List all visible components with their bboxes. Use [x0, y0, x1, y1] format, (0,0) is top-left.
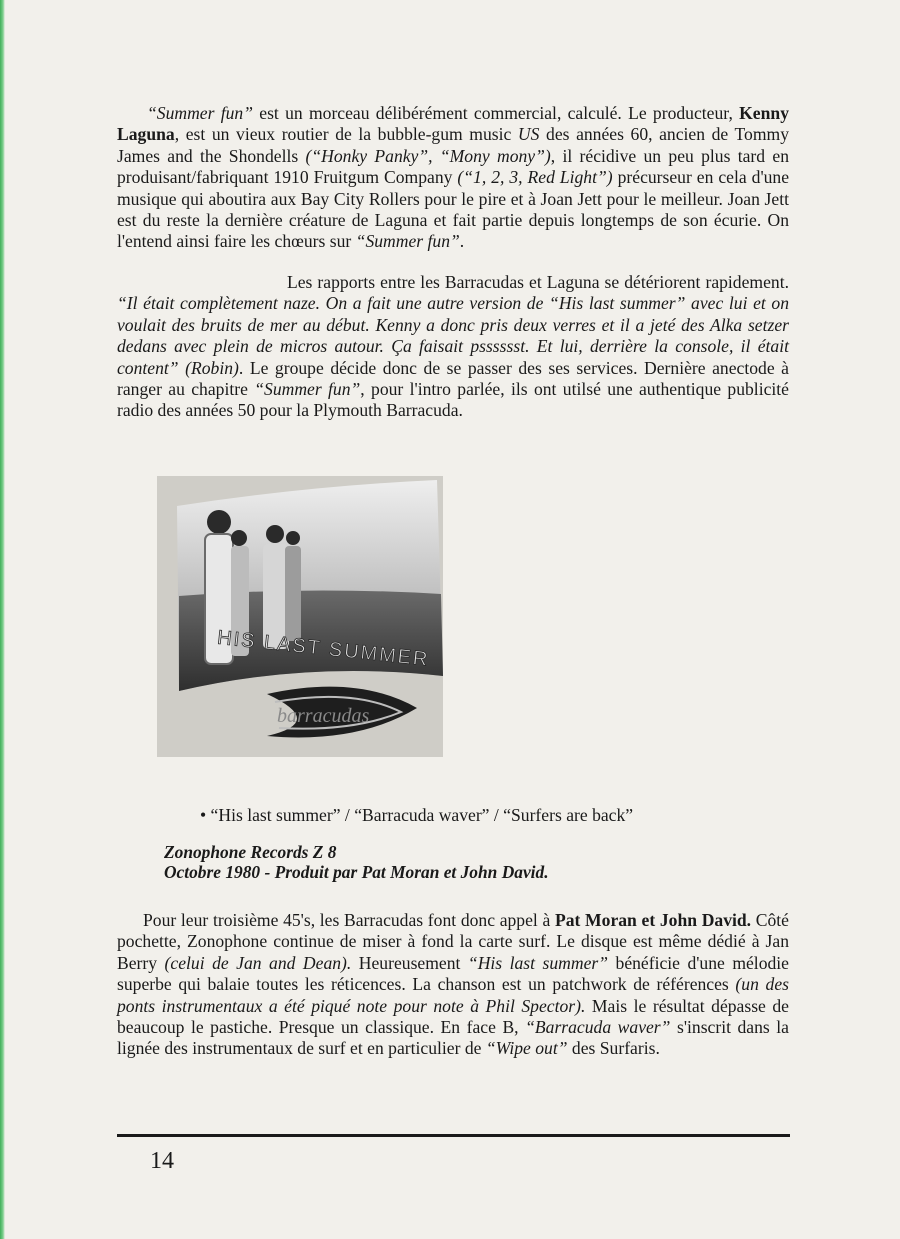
paragraph-3	[117, 910, 789, 1060]
text-fragment: , il récidive un peu plus tard en produisant/fabriquant 1910 Fruitgum Company	[117, 145, 789, 188]
text-fragment: (“Honky Panky”, “Mony mony”)	[305, 145, 551, 166]
text-fragment: “Wipe out”	[485, 1038, 568, 1059]
tracklist: • “His last summer” / “Barracuda waver” / “Surfers are back”	[200, 805, 634, 825]
cover-title-text: HIS LAST SUMMER	[216, 626, 431, 671]
record-sleeve-photo	[157, 476, 443, 757]
page-number: 14	[150, 1148, 174, 1174]
paragraph-1	[117, 103, 789, 253]
text-fragment: Les rapports entre les Barracudas et Laguna se détériorent rapidement.	[287, 272, 789, 292]
text-fragment: .	[459, 231, 465, 252]
text-fragment: Pat Moran et John David.	[554, 910, 752, 930]
text-fragment: bénéficie d'une mélodie superbe qui balaie toutes les réticences. La chanson est un patchwork de références	[117, 952, 789, 995]
text-fragment: Côté pochette, Zonophone continue de miser à fond la carte surf. Le disque est même dédié à Jan Berry	[117, 910, 789, 973]
record-label-line: Zonophone Records Z 8	[164, 842, 337, 862]
text-fragment: “Barracuda waver”	[525, 1017, 671, 1038]
text-fragment: (un des ponts instrumentaux a été piqué note pour note à Phil Spector).	[117, 974, 789, 1016]
text-fragment: , est un vieux routier de la bubble-gum music	[174, 124, 518, 145]
text-fragment: s'inscrit dans la lignée des instrumentaux de surf et en particulier de	[117, 1017, 789, 1059]
text-fragment: Pour leur troisième 45's, les Barracudas font donc appel à	[143, 910, 555, 930]
text-fragment: “Summer fun”	[147, 103, 253, 123]
text-fragment: “Summer fun”	[254, 379, 361, 400]
text-fragment: (“1, 2, 3, Red Light”)	[457, 167, 613, 188]
text-fragment: . Le groupe décide donc de se passer des ses services. Dernière anectode à ranger au chapitre	[117, 357, 789, 400]
text-fragment: (celui de Jan and Dean).	[164, 952, 352, 973]
text-fragment: est un morceau délibérément commercial, calculé. Le producteur,	[253, 103, 740, 123]
text-fragment: “His last summer”	[467, 952, 609, 973]
text-fragment: des années 60, ancien de Tommy James and the Shondells	[117, 124, 789, 166]
text-fragment: des Surfaris.	[567, 1038, 660, 1059]
paragraph-2	[117, 272, 789, 422]
text-fragment: “Summer fun”	[355, 231, 460, 252]
record-sleeve-artwork	[157, 476, 443, 757]
text-fragment: US	[517, 124, 540, 145]
text-fragment: Kenny Laguna	[117, 103, 789, 145]
quote-fragment: “Il était complètement naze. On a fait une autre version de “His last summer” avec lui et on voulait des bruits de mer au début. Kenny a donc pris deux verres et il a jeté des Alka setzer dedans avec plein de micros autour. Ça faisait psssssst. Et lui, derrière la console, il était content”	[117, 293, 789, 378]
text-fragment: Heureusement	[351, 952, 468, 973]
cover-band-text: barracudas	[277, 705, 370, 727]
text-fragment: (Robin)	[185, 357, 239, 378]
release-info-line: Octobre 1980 - Produit par Pat Moran et John David.	[164, 862, 549, 882]
text-fragment: , pour l'intro parlée, ils ont utilsé une authentique publicité radio des années 50 pour la Plymouth Barracuda.	[117, 379, 789, 421]
text-fragment: précurseur en cela d'une musique qui aboutira aux Bay City Rollers pour le pire et à Joan Jett pour le meilleur. Joan Jett est du reste la dernière créature de Laguna et fait partie depuis longtemps de son écurie. On l'entend ainsi faire les chœurs sur	[117, 167, 790, 252]
footer-rule	[117, 1134, 790, 1137]
text-fragment: Mais le résultat dépasse de beaucoup le pastiche. Presque un classique. En face B,	[117, 995, 789, 1038]
